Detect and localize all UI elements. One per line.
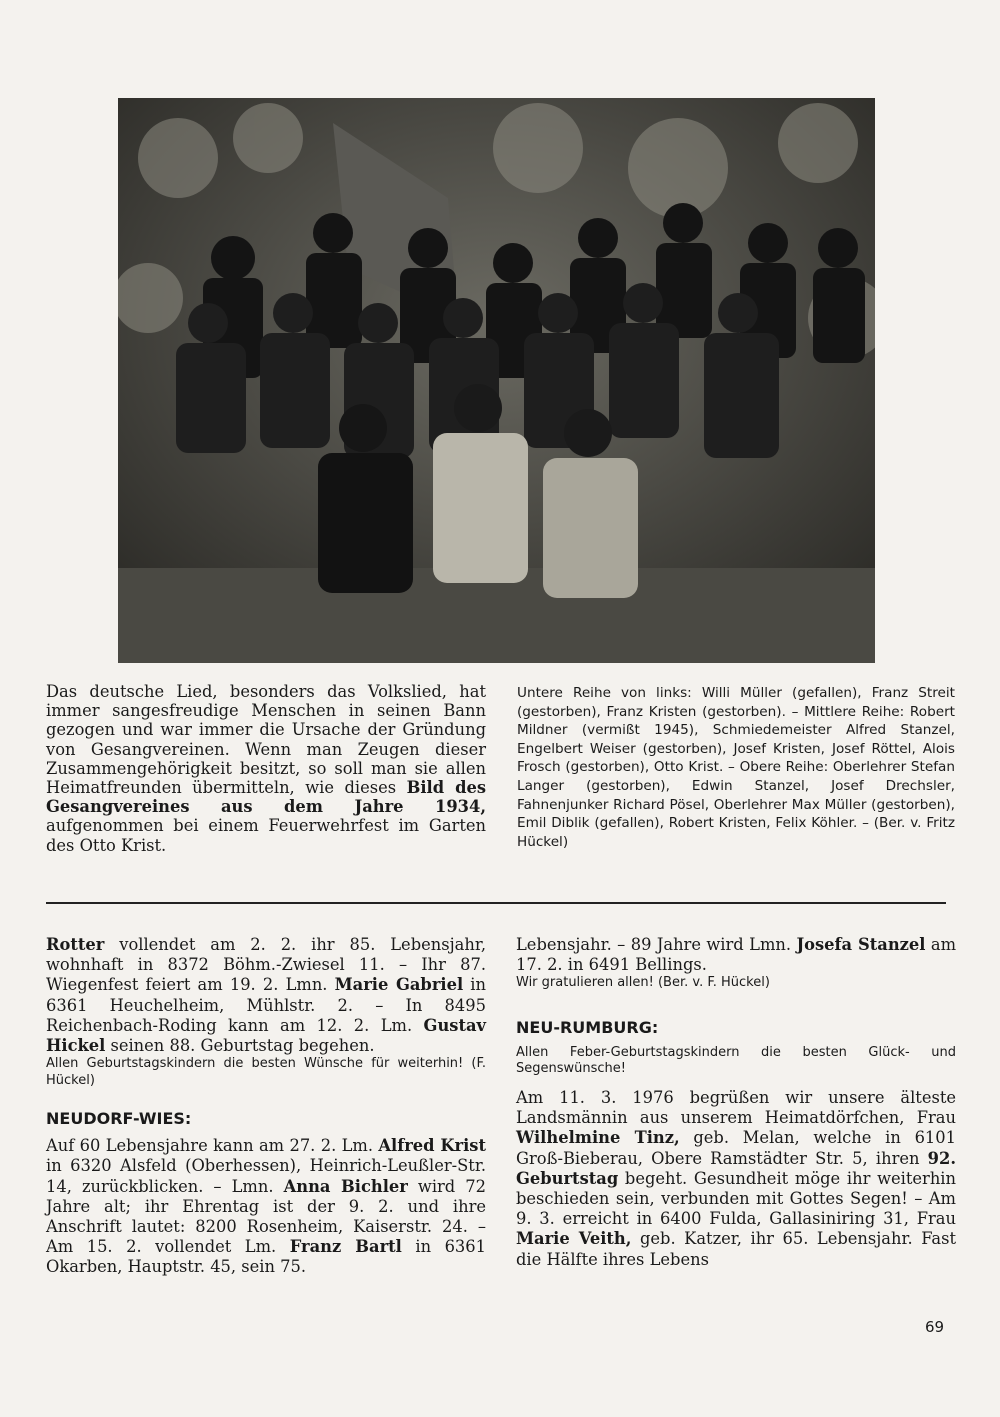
- name-alfred-krist: Alfred Krist: [378, 1136, 486, 1156]
- page-number: 69: [925, 1318, 945, 1336]
- caption-left-text: Das deutsche Lied, besonders das Volkslied, hat immer sangesfreudige Menschen in seinen Bann gezogen und war immer die Ursache der Gründung von Gesangvereinen. Wenn man Zeugen dieser Zusammengehörigkeit besitzt, so soll man sie allen Heimatfreunden übermitteln, wie dieses: [46, 682, 486, 798]
- text: geb. Katzer, ihr 65. Lebensjahr. Fast die Hälfte ihres Lebens: [516, 1229, 957, 1269]
- section-divider: [46, 902, 946, 904]
- name-marie-gabriel: Marie Gabriel: [334, 975, 464, 995]
- caption-left-text-end: aufgenommen bei einem Feuerwehrfest im Garten des Otto Krist.: [46, 816, 486, 855]
- name-josefa-stanzel: Josefa Stanzel: [796, 935, 926, 954]
- neudorf-paragraph: [46, 1136, 486, 1277]
- photo-caption-names: Untere Reihe von links: Willi Müller (gefallen), Franz Streit (gestorben), Franz Kristen (gestorben). – Mittlere Reihe: Robert Mildner (vermißt 1945), Schmiedemeister Alfred Stanzel, Engelbert Weiser (gestorben), Josef Kristen, Josef Röttel, Alois Frosch (gestorben), Otto Krist. – Obere Reihe: Oberlehrer Stefan Langer (gestorben), Edwin Stanzel, Josef Drechsler, Fahnenjunker Richard Pösel, Oberlehrer Max Müller (gestorben), Emil Diblik (gefallen), Robert Kristen, Felix Köhler. – (Ber. v. Fritz Hückel): [517, 685, 955, 850]
- text: seinen 88. Geburtstag begehen.: [105, 1036, 375, 1056]
- heading-neudorf-wies: NEUDORF-WIES:: [46, 1109, 192, 1129]
- text: in 6361 Okarben, Hauptstr. 45, sein 75.: [46, 1237, 487, 1277]
- text: am 17. 2. in 6491 Bellings.: [516, 935, 957, 975]
- text: Auf 60 Lebensjahre kann am 27. 2. Lm.: [46, 1136, 379, 1156]
- group-photo: [118, 98, 875, 663]
- name-marie-veith: Marie Veith,: [516, 1229, 632, 1249]
- neu-rumburg-paragraph: [516, 1088, 956, 1270]
- left-column: [46, 935, 486, 1278]
- text: Am 11. 3. 1976 begrüßen wir unsere älteste Landsmännin aus unserem Heimatdörfchen, Frau: [516, 1087, 956, 1128]
- photo-caption-intro: [46, 682, 486, 855]
- caption-left-bold: Bild des Gesangvereines aus dem Jahre 1934,: [46, 778, 486, 817]
- wishes-note-rumburg: Allen Feber-Geburtstagskindern die besten Glück- und Segenswünsche!: [516, 1044, 956, 1077]
- heading-neu-rumburg: NEU-RUMBURG:: [516, 1017, 659, 1037]
- gratulation-note: Wir gratulieren allen! (Ber. v. F. Hückel): [516, 975, 770, 991]
- name-franz-bartl: Franz Bartl: [289, 1237, 402, 1257]
- right-column: [516, 935, 956, 1270]
- wishes-note: Allen Geburtstagskindern die besten Wünsche für weiterhin! (F. Hückel): [46, 1056, 486, 1088]
- text: begeht. Gesundheit möge ihr weiterhin beschieden sein, verbunden mit Gottes Segen! – Am 9. 3. erreicht in 6400 Fulda, Gallasiniring 31, Frau: [516, 1168, 956, 1229]
- text: in 6361 Heuchelheim, Mühlstr. 2. – In 8495 Reichenbach-Roding kann am 12. 2. Lm.: [46, 975, 486, 1035]
- name-anna-bichler: Anna Bichler: [283, 1176, 408, 1196]
- name-rotter: Rotter: [46, 935, 105, 954]
- text: geb. Melan, welche in 6101 Groß-Bieberau, Obere Ramstädter Str. 5, ihren: [516, 1128, 956, 1168]
- name-gustav-hickel: Gustav Hickel: [46, 1015, 486, 1056]
- name-wilhelmine-tinz: Wilhelmine Tinz,: [516, 1128, 680, 1148]
- birthday-paragraph: [46, 935, 486, 1056]
- text: wird 72 Jahre alt; ihr Ehrentag ist der 9. 2. und ihre Anschrift lautet: 8200 Rosenheim, Kaiserstr. 24. – Am 15. 2. vollendet Lm.: [46, 1176, 486, 1257]
- text: vollendet am 2. 2. ihr 85. Lebensjahr, wohnhaft in 8372 Böhm.-Zwiesel 11. – Ihr 87. Wiegenfest feiert am 19. 2. Lmn.: [46, 935, 486, 995]
- text: Lebensjahr. – 89 Jahre wird Lmn.: [516, 935, 797, 954]
- text: in 6320 Alsfeld (Oberhessen), Heinrich-Leußler-Str. 14, zurückblicken. – Lmn.: [46, 1156, 486, 1196]
- birthday-92: 92. Geburtstag: [516, 1148, 956, 1188]
- birthday-paragraph-continued: [516, 935, 956, 975]
- group-photo-illustration: [118, 98, 875, 663]
